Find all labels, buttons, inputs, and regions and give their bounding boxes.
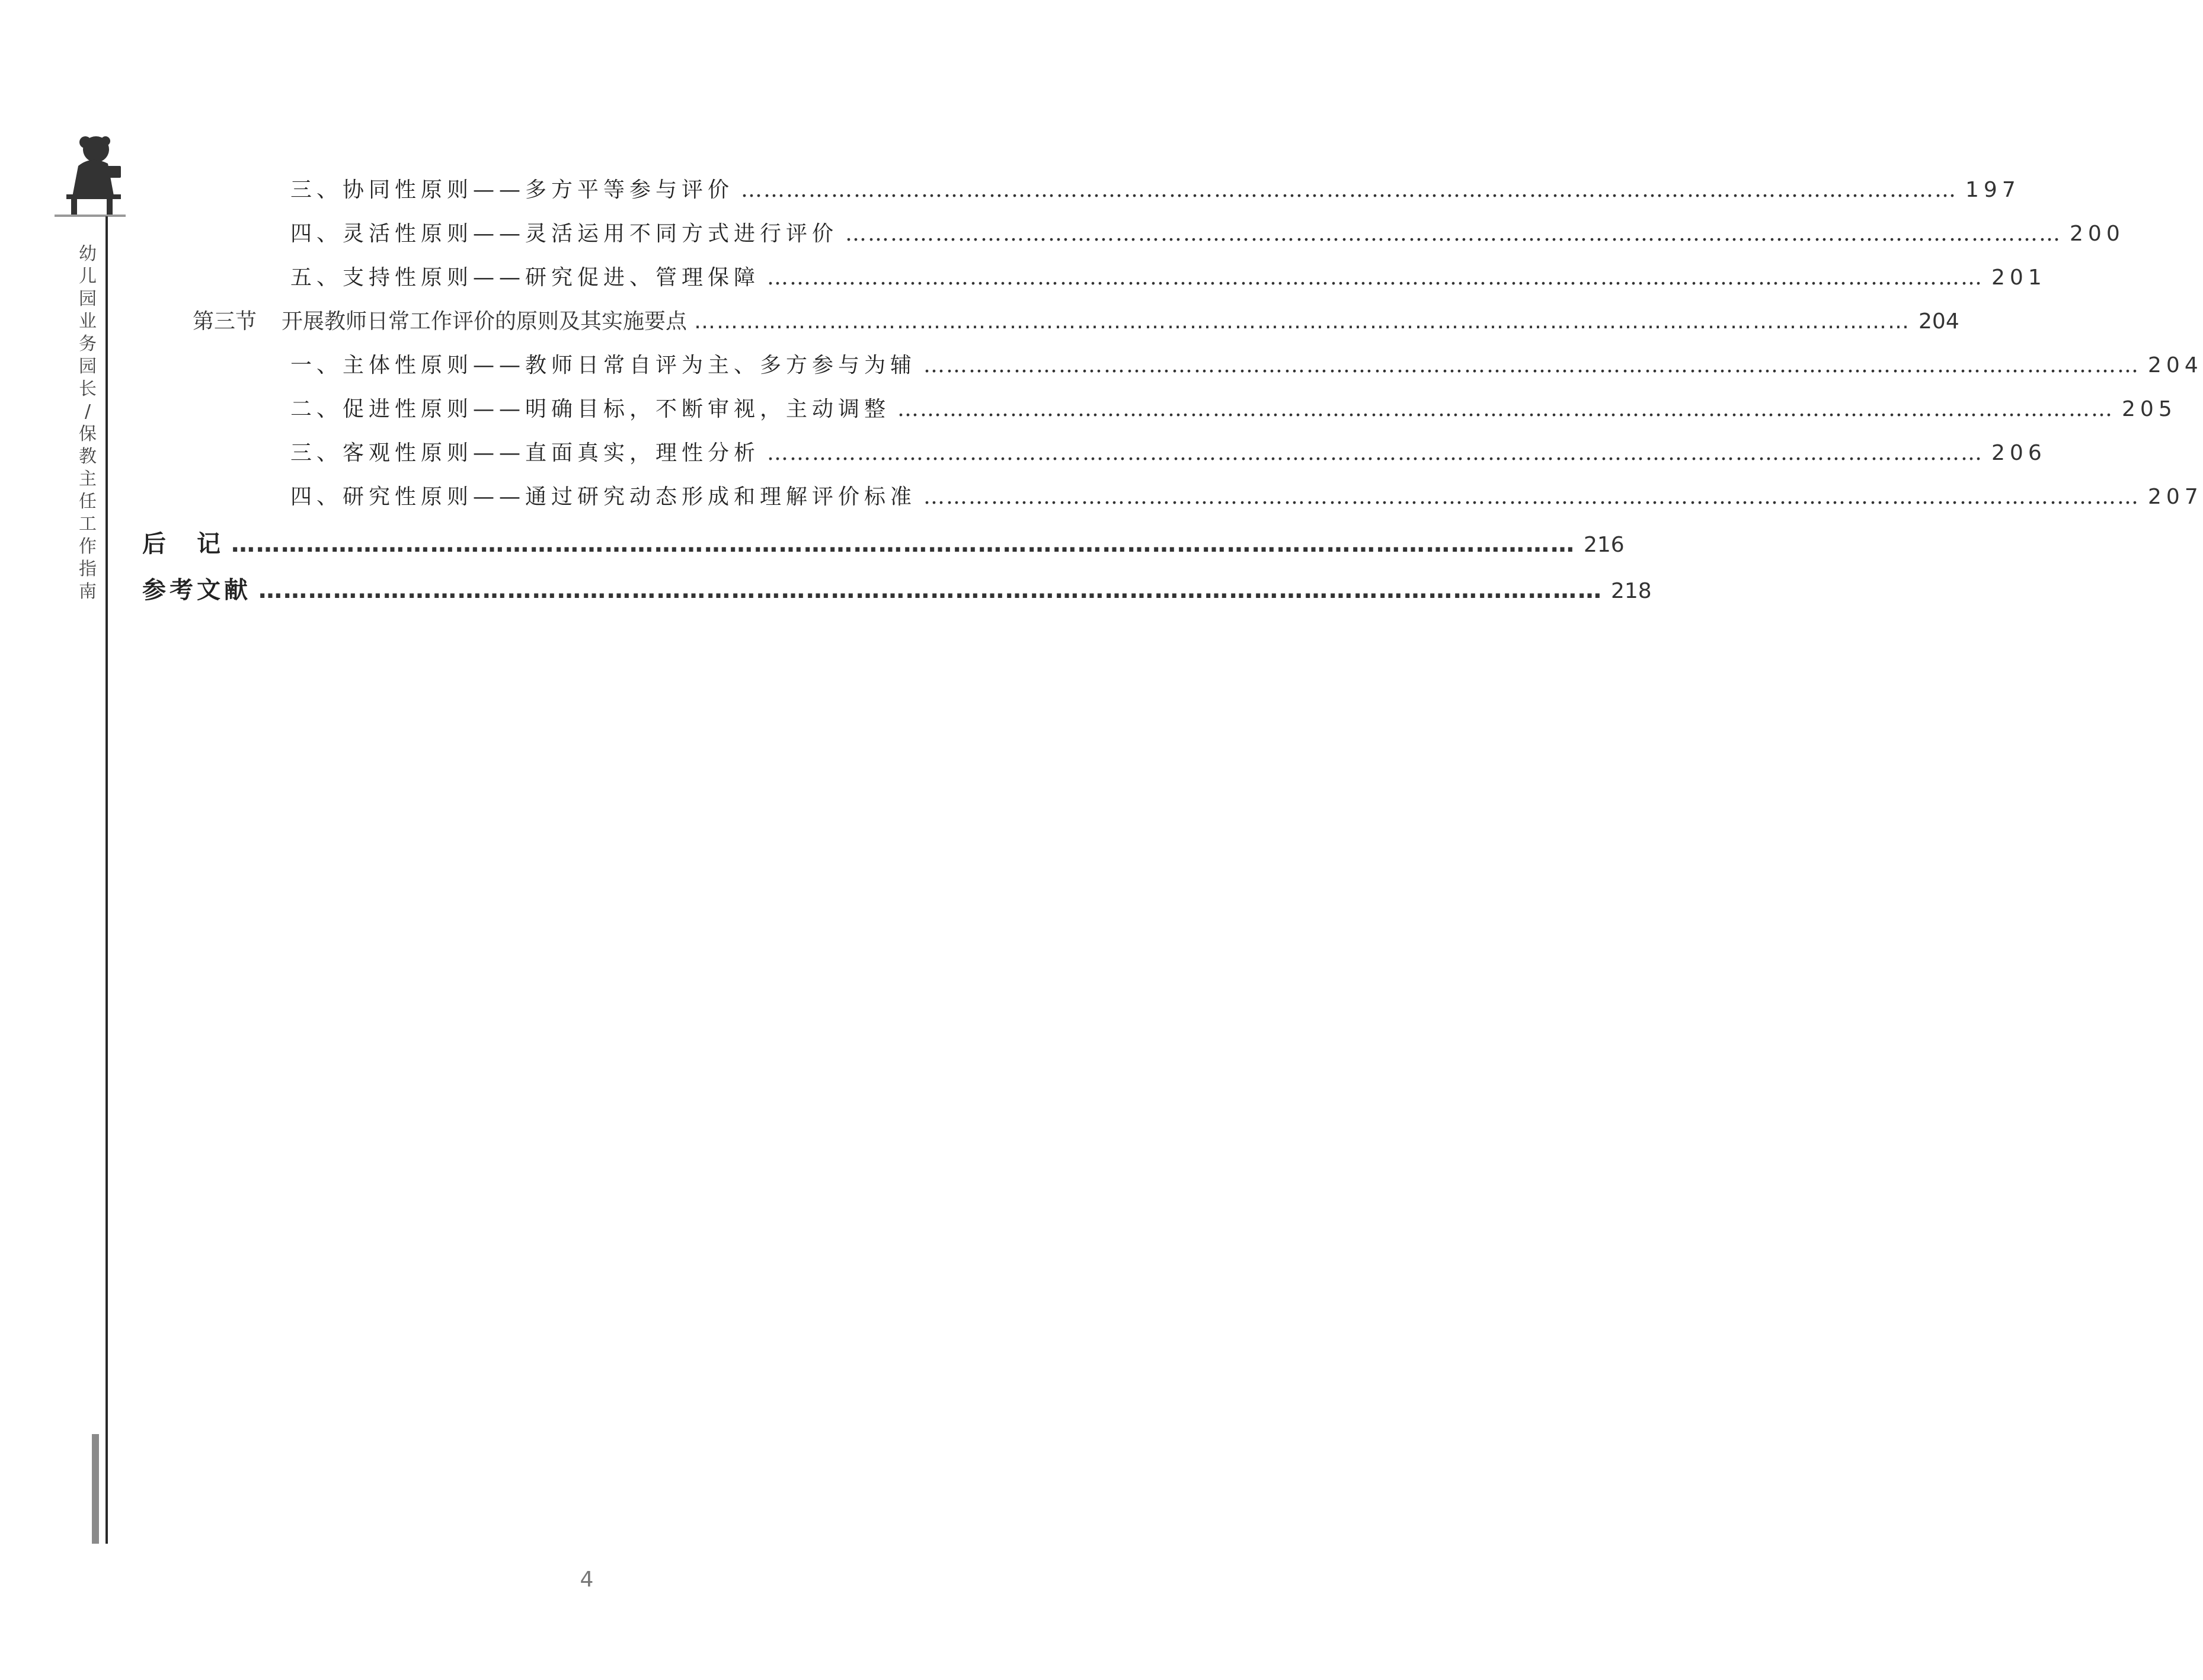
toc-entry-page: 200 [2070, 222, 2125, 246]
reading-child-logo-icon [55, 124, 126, 219]
toc-entry-page: 204 [1919, 309, 1959, 334]
leader-dots: ……………………………………………………………………………………………………………………………………………… [258, 577, 1603, 604]
toc-entry-label: 三、协同性原则——多方平等参与评价 [290, 178, 734, 202]
chapter-title: 后 记 [142, 530, 224, 558]
toc-entry[interactable] [290, 173, 2020, 203]
leader-dots: ……………………………………………………………………………………………………………………………………………… [767, 441, 1984, 465]
toc-chapter-entry[interactable] [142, 571, 1652, 605]
leader-dots: ……………………………………………………………………………………………………………………………………………… [923, 485, 2140, 509]
section-title: 开展教师日常工作评价的原则及其实施要点 [282, 309, 688, 334]
leader-dots: ……………………………………………………………………………………………………………………………………………… [845, 222, 2062, 246]
toc-entry-page: 218 [1611, 579, 1652, 603]
toc-entry[interactable] [290, 217, 2125, 247]
toc-entry-label: 一、主体性原则——教师日常自评为主、多方参与为辅 [290, 353, 917, 377]
toc-entry-label: 四、研究性原则——通过研究动态形成和理解评价标准 [290, 485, 917, 509]
leader-dots: ……………………………………………………………………………………………………………………………………………… [741, 178, 1958, 202]
toc-entry[interactable] [290, 436, 2047, 466]
toc-entry-page: 216 [1584, 533, 1625, 557]
toc-entry[interactable] [290, 261, 2047, 291]
toc-entry-page: 197 [1965, 178, 2020, 202]
page-number: 4 [580, 1567, 594, 1592]
leader-dots: ……………………………………………………………………………………………………………………………………………… [694, 309, 1911, 334]
margin-tab-bar [92, 1434, 99, 1544]
section-number: 第三节 [193, 309, 257, 334]
toc-section-entry[interactable] [193, 305, 1959, 335]
toc-entry-page: 206 [1991, 441, 2047, 465]
toc-entry[interactable] [290, 348, 2203, 379]
toc-entry-label: 四、灵活性原则——灵活运用不同方式进行评价 [290, 222, 839, 246]
toc-chapter-entry[interactable] [142, 525, 1625, 559]
toc-entry-page: 204 [2148, 353, 2203, 377]
leader-dots: ……………………………………………………………………………………………………………………………………………… [923, 353, 2140, 377]
toc-entry[interactable] [290, 480, 2203, 510]
leader-dots: ……………………………………………………………………………………………………………………………………………… [231, 530, 1575, 558]
chapter-title: 参考文献 [142, 577, 251, 604]
toc-entry[interactable] [290, 392, 2177, 423]
margin-rule [105, 216, 108, 1544]
toc-entry-page: 201 [1991, 265, 2047, 290]
leader-dots: ……………………………………………………………………………………………………………………………………………… [897, 397, 2114, 421]
toc-entry-label: 二、促进性原则——明确目标，不断审视，主动调整 [290, 397, 891, 421]
toc-entry-page: 205 [2122, 397, 2177, 421]
toc-entry-label: 三、客观性原则——直面真实，理性分析 [290, 441, 760, 465]
toc-entry-label: 五、支持性原则——研究促进、管理保障 [290, 265, 760, 290]
leader-dots: ……………………………………………………………………………………………………………………………………………… [767, 265, 1984, 290]
toc-entry-page: 207 [2148, 485, 2203, 509]
series-title-vertical: 幼 儿 园 业 务 园 长 / 保 教 主 任 工 作 指 南 [79, 244, 97, 602]
